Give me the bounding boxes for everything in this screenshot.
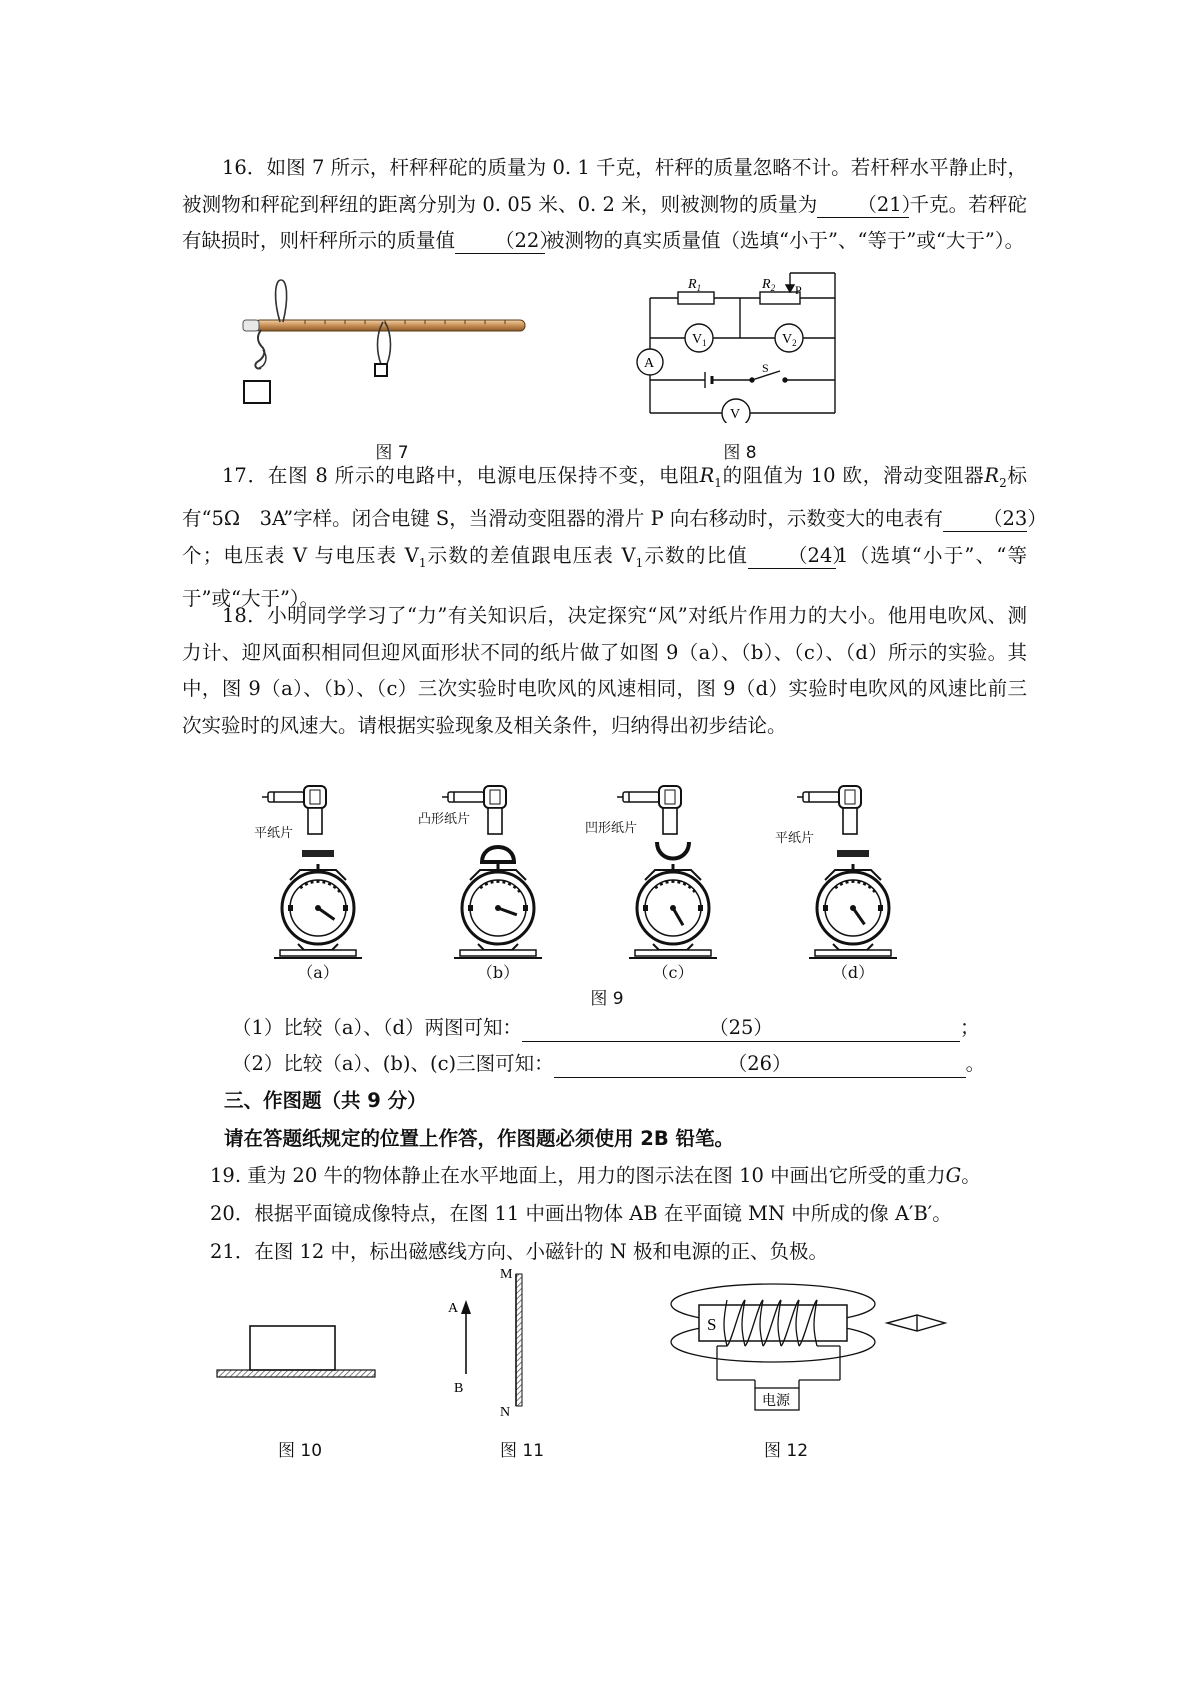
svg-text:M: M bbox=[500, 1267, 513, 1282]
q16-text-2: 千克。若秤砣有缺损时，则杆秤所示的质量值 bbox=[182, 192, 1027, 252]
svg-text:V: V bbox=[730, 407, 741, 422]
blank-26: （26） bbox=[554, 1051, 966, 1078]
question-17: 17．在图 8 所示的电路中，电源电压保持不变，电阻$R_1$的阻值为 10 欧，滑动变阻器$R_2$标有“5Ω 3A”字样。闭合电键 S，当滑动变阻器的滑片 P 向右移动时，示数变大的电表有 （23）个；电压表 V 与电压表 $V_1$示数的差值跟电压表 $V_1$示数的比值 （24）1（选填“小于”、“等于”或“大于”）。 bbox=[182, 464, 1047, 611]
svg-text:V2: $V_2$ bbox=[782, 332, 797, 348]
q16-text-1: 16．如图 7 所示，杆秤秤砣的质量为 0. 1 千克，杆秤的质量忽略不计。若杆秤水平静止时，被测物和秤砣到秤纽的距离分别为 0. 05 米、0. 2 米，则被测物的质量为 bbox=[182, 156, 1027, 216]
block-object bbox=[250, 1326, 335, 1370]
figure-8-caption: 图 8 bbox=[723, 443, 757, 463]
figure-9-paper-label: 平纸片 bbox=[775, 831, 815, 846]
blank-21: （21） bbox=[817, 193, 909, 218]
figure-10 bbox=[215, 1318, 380, 1383]
hook-chain bbox=[255, 330, 264, 369]
figure-7-caption: 图 7 bbox=[375, 443, 409, 463]
svg-text:A: A bbox=[644, 356, 655, 371]
steelyard-cap bbox=[243, 320, 259, 331]
blank-22: （22） bbox=[455, 229, 545, 254]
iron-core bbox=[699, 1305, 847, 1341]
svg-text:A: A bbox=[448, 1301, 459, 1316]
figure-12-caption: 图 12 bbox=[763, 1441, 809, 1461]
svg-text:B: B bbox=[454, 1381, 464, 1396]
section-3-title: 三、作图题（共 9 分） bbox=[224, 1089, 427, 1112]
figure-12 bbox=[665, 1280, 955, 1415]
svg-text:电源: 电源 bbox=[762, 1394, 790, 1409]
figure-9-caption: 图 9 bbox=[590, 989, 624, 1009]
small-magnet-needle bbox=[887, 1315, 945, 1331]
question-19: 19. 重为 20 牛的物体静止在水平地面上，用力的图示法在图 10 中画出它所受的重力G。 bbox=[210, 1164, 981, 1187]
figure-9-sub-caption: （c） bbox=[652, 963, 694, 982]
figure-9-sub-caption: （b） bbox=[476, 963, 520, 982]
answer-line-25: （1）比较（a）、（d）两图可知： （25） ； bbox=[232, 1010, 1027, 1046]
figure-11 bbox=[440, 1262, 550, 1422]
label-r2: $R_2$ bbox=[762, 277, 776, 293]
blank-24: （24） bbox=[748, 544, 836, 569]
answer-line-26: （2）比较（a）、(b)、(c)三图可知： （26） 。 bbox=[232, 1046, 1027, 1082]
label-r1: $R_1$ bbox=[688, 277, 702, 293]
ground-surface bbox=[217, 1370, 375, 1377]
svg-text:S: S bbox=[762, 361, 769, 375]
figure-9-panel-a bbox=[250, 780, 385, 980]
question-16 bbox=[182, 150, 1027, 260]
question-21: 21．在图 12 中，标出磁感线方向、小磁针的 N 极和电源的正、负极。 bbox=[210, 1240, 828, 1263]
figure-7-steelyard bbox=[235, 278, 545, 408]
question-20: 20．根据平面镜成像特点，在图 11 中画出物体 AB 在平面镜 MN 中所成的像 A′B′。 bbox=[210, 1202, 952, 1225]
figure-9-paper-label: 平纸片 bbox=[254, 826, 294, 841]
figure-9-paper-label: 凹形纸片 bbox=[585, 821, 638, 836]
svg-text:S: S bbox=[707, 1315, 717, 1334]
blank-23: （23） bbox=[943, 507, 1027, 532]
figure-9-sub-caption: （a） bbox=[297, 963, 339, 982]
label-p: P bbox=[795, 283, 802, 297]
hanger-loop bbox=[276, 280, 287, 322]
figure-9-panel-d bbox=[785, 780, 920, 980]
counterweight bbox=[375, 364, 387, 376]
figure-10-caption: 图 10 bbox=[277, 1441, 323, 1461]
blank-25: （25） bbox=[522, 1015, 960, 1042]
svg-text:N: N bbox=[500, 1405, 511, 1420]
svg-text:V1: $V_1$ bbox=[692, 332, 707, 348]
figure-9-panel-c bbox=[605, 780, 740, 980]
section-3-note: 请在答题纸规定的位置上作答，作图题必须使用 2B 铅笔。 bbox=[224, 1127, 735, 1150]
figure-9-paper-label: 凸形纸片 bbox=[418, 812, 471, 827]
question-18: 18．小明同学学习了“力”有关知识后，决定探究“风”对纸片作用力的大小。他用电吹风、测力计、迎风面积相同但迎风面形状不同的纸片做了如图 9（a）、（b）、（c）、（d）所示的实验。其中，图 9（a）、（b）、（c）三次实验时电吹风的风速相同，图 9（d）实验时电吹风的风速比前三次实验时的风速大。请根据实验现象及相关条件，归纳得出初步结论。 bbox=[182, 604, 1027, 737]
figure-11-caption: 图 11 bbox=[499, 1441, 545, 1461]
figure-8-circuit bbox=[630, 268, 850, 423]
q16-text-3: 被测物的真实质量值（选填“小于”、“等于”或“大于”）。 bbox=[545, 229, 1025, 252]
plane-mirror bbox=[516, 1274, 522, 1406]
measured-object bbox=[244, 381, 270, 403]
figure-9-sub-caption: （d） bbox=[831, 963, 875, 982]
